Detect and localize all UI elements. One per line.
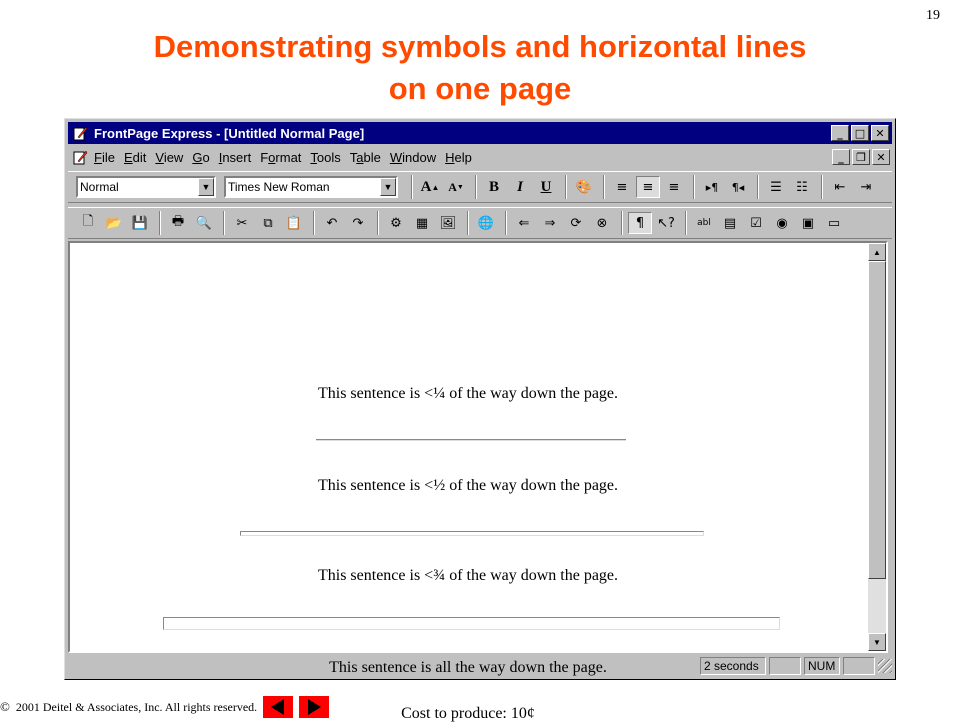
help-pointer-icon[interactable]: ↖?: [657, 215, 675, 231]
slide-title-line-2: on one page: [388, 71, 572, 106]
font-select[interactable]: [224, 176, 398, 198]
close-button[interactable]: ✕: [871, 125, 889, 141]
arrow-left-icon: [271, 699, 284, 715]
toolbar-separator: [223, 211, 225, 235]
toolbar-separator: [757, 175, 759, 199]
sentence-quarter: This sentence is <¼ of the way down the page.: [317, 385, 619, 402]
resize-grip-icon[interactable]: [878, 659, 892, 673]
menu-insert[interactable]: Insert: [218, 149, 252, 165]
menu-format[interactable]: Format: [260, 149, 302, 165]
slide-number: 19: [926, 8, 940, 23]
text-color-icon[interactable]: 🎨: [575, 179, 593, 195]
toolbar-separator: [159, 211, 161, 235]
toolbar-separator: [821, 175, 823, 199]
insert-table-icon[interactable]: ▦: [415, 215, 429, 231]
bulleted-list-icon[interactable]: ☷: [796, 179, 808, 195]
toolbar-separator: [467, 211, 469, 235]
sentence-half: This sentence is <½ of the way down the page.: [317, 477, 619, 494]
textbox-icon[interactable]: abl: [697, 218, 711, 228]
toolbar-separator: [685, 211, 687, 235]
standard-toolbar: [68, 207, 892, 239]
copyright-text: 2001 Deitel & Associates, Inc. All rights reserved.: [15, 699, 258, 714]
chevron-down-icon[interactable]: ▼: [380, 178, 396, 196]
frontpage-app-icon[interactable]: [72, 125, 88, 141]
footer: [0, 696, 329, 718]
menu-file[interactable]: File: [94, 149, 115, 165]
next-slide-button[interactable]: [299, 696, 329, 718]
style-select[interactable]: [76, 176, 216, 198]
toolbar-separator: [693, 175, 695, 199]
align-right-icon[interactable]: ≡: [668, 179, 680, 195]
italic-icon[interactable]: I: [517, 178, 523, 195]
undo-icon[interactable]: ↶: [326, 215, 338, 231]
webbot-icon[interactable]: ⚙: [390, 215, 402, 231]
toolbar-separator: [621, 211, 623, 235]
menu-table[interactable]: Table: [349, 149, 381, 165]
toolbar-separator: [313, 211, 315, 235]
toolbar-separator: [475, 175, 477, 199]
menu-window[interactable]: Window: [389, 149, 437, 165]
grow-font-icon[interactable]: A ▲: [420, 178, 440, 195]
font-select-value: Times New Roman: [228, 180, 330, 194]
doc-restore-button[interactable]: ❐: [852, 149, 870, 165]
align-center-icon[interactable]: ≡: [636, 176, 660, 198]
print-preview-icon[interactable]: 🔍: [195, 215, 213, 231]
toolbar-separator: [377, 211, 379, 235]
open-folder-icon[interactable]: 📂: [105, 215, 123, 231]
sentence-bottom: This sentence is all the way down the page.: [329, 659, 607, 676]
toolbar-separator: [565, 175, 567, 199]
new-page-icon[interactable]: 🗋: [82, 214, 94, 229]
cut-icon[interactable]: ✂: [236, 215, 248, 231]
copy-icon[interactable]: ⧉: [263, 215, 273, 231]
horizontal-line-2[interactable]: [240, 531, 704, 536]
bold-icon[interactable]: B: [488, 178, 499, 195]
style-select-value: Normal: [80, 180, 119, 194]
hyperlink-icon[interactable]: 🌐: [477, 215, 495, 231]
previous-slide-button[interactable]: [263, 696, 293, 718]
radio-button-icon[interactable]: ◉: [776, 215, 788, 231]
scrolling-textbox-icon[interactable]: ▤: [723, 215, 737, 231]
format-toolbar: [68, 171, 892, 203]
vertical-scrollbar[interactable]: [868, 243, 886, 651]
window-title: FrontPage Express - [Untitled Normal Page]: [94, 125, 365, 141]
paste-icon[interactable]: 📋: [285, 215, 303, 231]
scrollbar-thumb[interactable]: [868, 261, 886, 579]
checkbox-icon[interactable]: ☑: [750, 215, 762, 231]
numbered-list-icon[interactable]: ☰: [770, 179, 782, 195]
refresh-icon[interactable]: ⟳: [570, 215, 582, 231]
scroll-up-arrow-icon[interactable]: ▲: [868, 243, 886, 261]
decrease-indent-icon[interactable]: ⇤: [834, 179, 846, 195]
underline-icon[interactable]: U: [540, 178, 552, 195]
copyright-symbol: ©: [0, 699, 10, 714]
menu-view[interactable]: View: [155, 149, 184, 165]
menu-edit[interactable]: Edit: [123, 149, 147, 165]
dropdown-menu-icon[interactable]: ▣: [801, 215, 815, 231]
toolbar-separator: [603, 175, 605, 199]
menu-go[interactable]: Go: [192, 149, 210, 165]
push-button-icon[interactable]: ▭: [827, 215, 841, 231]
toolbar-separator: [505, 211, 507, 235]
document-icon[interactable]: [72, 149, 88, 165]
status-bar: [68, 656, 892, 676]
doc-minimize-button[interactable]: _: [832, 149, 850, 165]
arrow-right-icon: [308, 699, 321, 715]
scroll-down-arrow-icon[interactable]: ▼: [868, 633, 886, 651]
menu-help[interactable]: Help: [445, 149, 472, 165]
right-to-left-icon[interactable]: ¶◂: [731, 180, 745, 194]
status-panel-empty: [769, 657, 801, 675]
window-titlebar[interactable]: [68, 122, 892, 144]
left-to-right-icon[interactable]: ▸¶: [705, 180, 719, 194]
minimize-button[interactable]: _: [831, 125, 849, 141]
increase-indent-icon[interactable]: ⇥: [860, 179, 872, 195]
maximize-button[interactable]: □: [851, 125, 869, 141]
menu-tools[interactable]: Tools: [310, 149, 341, 165]
insert-image-icon[interactable]: 🖼: [439, 215, 457, 231]
back-icon[interactable]: ⇐: [518, 215, 530, 231]
print-icon[interactable]: 🖶: [171, 214, 185, 229]
load-time-panel: 2 seconds: [700, 657, 766, 675]
slide-title: [0, 26, 960, 110]
forward-icon[interactable]: ⇒: [544, 215, 556, 231]
menu-bar: [68, 146, 892, 168]
slide-title-line-1: Demonstrating symbols and horizontal lines: [153, 29, 807, 64]
show-marks-icon[interactable]: ¶: [628, 212, 652, 234]
horizontal-line-1[interactable]: [316, 439, 626, 441]
shrink-font-icon[interactable]: A ▼: [448, 179, 464, 194]
align-left-icon[interactable]: ≡: [616, 179, 628, 195]
doc-close-button[interactable]: ✕: [872, 149, 890, 165]
stop-icon[interactable]: ⊗: [596, 215, 608, 231]
sentence-three-quarters: This sentence is <¾ of the way down the page.: [317, 567, 619, 584]
cost-line: Cost to produce: 10¢: [401, 705, 535, 722]
save-icon[interactable]: 💾: [131, 215, 149, 231]
status-panel-empty-2: [843, 657, 875, 675]
redo-icon[interactable]: ↷: [352, 215, 364, 231]
horizontal-line-3[interactable]: [163, 617, 780, 630]
toolbar-separator: [411, 175, 413, 199]
chevron-down-icon[interactable]: ▼: [198, 178, 214, 196]
num-lock-panel: NUM: [804, 657, 840, 675]
